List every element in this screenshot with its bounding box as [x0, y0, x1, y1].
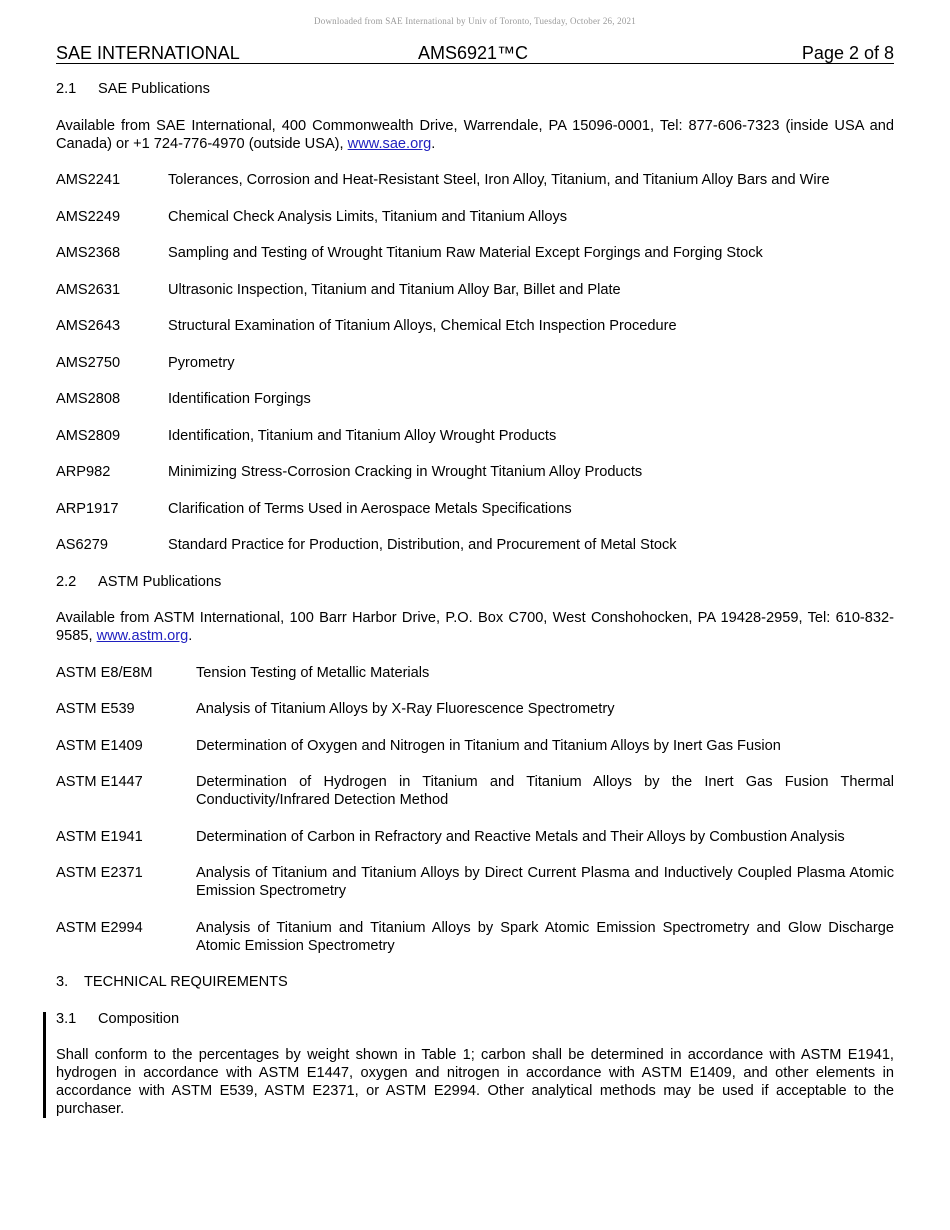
reference-row [56, 500, 894, 518]
section-title: SAE Publications [98, 81, 210, 97]
header-doc-id: AMS6921™C [418, 43, 529, 63]
sentence-end: . [431, 135, 436, 152]
reference-code: AMS2368 [56, 245, 121, 261]
section-number: 2.1 [56, 81, 77, 97]
reference-title: Determination of Hydrogen in Titanium and Titanium Alloys by the Inert Gas Fusion Thermal Conductivity/Infrared Detection Method [196, 774, 894, 808]
reference-row [56, 700, 894, 718]
reference-row [56, 919, 894, 955]
download-watermark: Downloaded from SAE International by Univ of Toronto, Tuesday, October 26, 2021 [314, 16, 636, 26]
reference-code: AMS2241 [56, 172, 121, 188]
reference-title: Minimizing Stress-Corrosion Cracking in Wrought Titanium Alloy Products [168, 464, 643, 480]
astm-availability-text: Available from ASTM International, 100 Barr Harbor Drive, P.O. Box C700, West Conshohocken, PA 19428-2959, Tel: 610-832-9585, [56, 610, 894, 644]
sentence-end: . [188, 628, 193, 644]
reference-code: AMS2249 [56, 208, 121, 225]
reference-title: Identification Forgings [168, 391, 311, 407]
reference-row [56, 463, 894, 481]
reference-row [56, 773, 894, 809]
section-number: 2.2 [56, 573, 77, 590]
reference-row [56, 208, 894, 226]
reference-code: ASTM E2371 [56, 865, 143, 881]
reference-title: Structural Examination of Titanium Alloys, Chemical Etch Inspection Procedure [168, 318, 677, 334]
reference-code: ASTM E539 [56, 701, 135, 717]
reference-row [56, 828, 894, 846]
section-title: ASTM Publications [98, 573, 222, 590]
section-heading-sae [56, 80, 894, 98]
reference-title: Tolerances, Corrosion and Heat-Resistant Steel, Iron Alloy, Titanium, and Titanium Alloy Bars and Wire [168, 172, 830, 188]
header-page-number: Page 2 of 8 [801, 43, 894, 63]
sae-website-link[interactable]: www.sae.org [347, 135, 432, 152]
reference-row [56, 390, 894, 408]
section-title: Composition [98, 1010, 180, 1027]
reference-row [56, 244, 894, 262]
reference-code: ASTM E1409 [56, 737, 143, 754]
reference-row [56, 354, 894, 372]
reference-code: AMS2808 [56, 391, 121, 407]
reference-title: Analysis of Titanium Alloys by X-Ray Fluorescence Spectrometry [196, 701, 615, 717]
reference-row [56, 281, 894, 299]
header-org: SAE INTERNATIONAL [56, 43, 240, 63]
reference-code: AMS2643 [56, 318, 121, 334]
reference-row [56, 317, 894, 335]
composition-paragraph: Shall conform to the percentages by weight shown in Table 1; carbon shall be determined in accordance with ASTM E1941, hydrogen in accordance with ASTM E1447, oxygen and nitrogen in accordance with ASTM E1409, and other elements in accordance with ASTM E539, ASTM E2371, or ASTM E2994. Other analytical methods may be used if acceptable to the purchaser. [56, 1047, 894, 1117]
astm-availability-paragraph [56, 609, 894, 645]
reference-title: Standard Practice for Production, Distribution, and Procurement of Metal Stock [168, 537, 677, 553]
reference-code: AMS2809 [56, 427, 121, 444]
section-heading-technical-requirements [56, 973, 894, 991]
reference-code: ASTM E1941 [56, 828, 143, 845]
revision-change-bar [43, 1012, 46, 1118]
reference-row [56, 664, 894, 682]
reference-code: AS6279 [56, 537, 108, 553]
section-heading-astm [56, 573, 894, 591]
reference-row [56, 737, 894, 755]
section-heading-composition [56, 1010, 894, 1028]
reference-code: ASTM E1447 [56, 774, 143, 790]
reference-row [56, 427, 894, 445]
page-header [56, 43, 894, 64]
reference-title: Clarification of Terms Used in Aerospace Metals Specifications [168, 500, 572, 517]
section-title: TECHNICAL REQUIREMENTS [84, 974, 288, 990]
reference-title: Analysis of Titanium and Titanium Alloys by Spark Atomic Emission Spectrometry and Glow Discharge Atomic Emission Spectrometry [196, 919, 894, 954]
reference-title: Chemical Check Analysis Limits, Titanium and Titanium Alloys [168, 208, 568, 225]
section-number: 3.1 [56, 1010, 77, 1027]
sae-availability-text: Available from SAE International, 400 Commonwealth Drive, Warrendale, PA 15096-0001, Tel: 877-606-7323 (inside USA and Canada) or +1 724-776-4970 (outside USA), [56, 117, 894, 152]
section-number: 3. [56, 974, 69, 990]
reference-code: AMS2750 [56, 354, 121, 371]
reference-code: AMS2631 [56, 281, 121, 298]
reference-code: ARP1917 [56, 500, 119, 517]
reference-title: Identification, Titanium and Titanium Alloy Wrought Products [168, 427, 557, 444]
astm-website-link[interactable]: www.astm.org [96, 628, 189, 644]
reference-code: ASTM E8/E8M [56, 664, 153, 681]
reference-code: ARP982 [56, 464, 111, 480]
reference-title: Sampling and Testing of Wrought Titanium Raw Material Except Forgings and Forging Stock [168, 245, 763, 261]
reference-title: Analysis of Titanium and Titanium Alloys by Direct Current Plasma and Inductively Coupled Plasma Atomic Emission Spectrometry [196, 865, 894, 899]
reference-row [56, 171, 894, 189]
reference-row [56, 536, 894, 554]
document-body [56, 80, 894, 1137]
reference-title: Pyrometry [168, 354, 235, 371]
reference-title: Ultrasonic Inspection, Titanium and Titanium Alloy Bar, Billet and Plate [168, 281, 621, 298]
reference-row [56, 864, 894, 900]
reference-title: Determination of Carbon in Refractory and Reactive Metals and Their Alloys by Combustion Analysis [196, 828, 845, 845]
sae-availability-paragraph [56, 117, 894, 153]
reference-title: Determination of Oxygen and Nitrogen in Titanium and Titanium Alloys by Inert Gas Fusion [196, 737, 781, 754]
reference-title: Tension Testing of Metallic Materials [196, 664, 430, 681]
reference-code: ASTM E2994 [56, 919, 143, 936]
